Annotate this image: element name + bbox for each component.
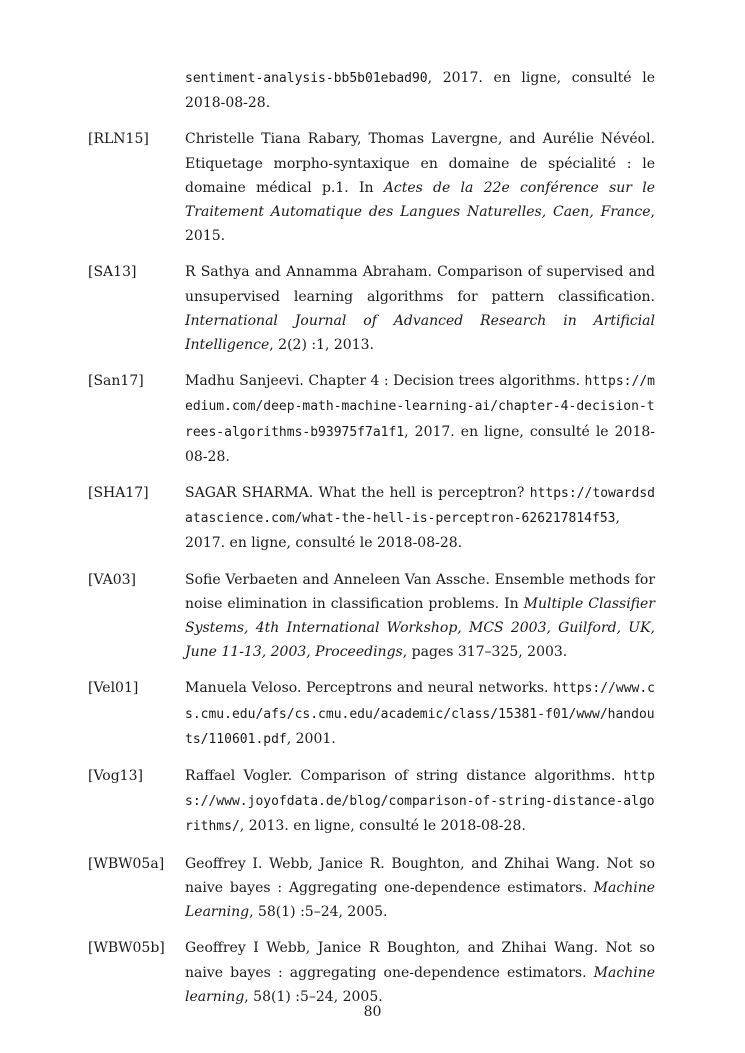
bib-key: [San17] (88, 373, 144, 390)
bib-entry (88, 369, 655, 469)
bib-authors: R Sathya and Annamma Abraham. (185, 264, 432, 281)
bib-text: Geoffrey I. Webb, Janice R. Boughton, and Zhihai Wang. Not so naive bayes : Aggregating one-dependence estimators. Machine Learning, 58(1) :5–24, 2005. (185, 855, 655, 921)
bib-key: [SHA17] (88, 485, 149, 502)
bib-url[interactable]: https://towardsdatascience.com/what-the-hell-is-perceptron-626217814f53 (185, 486, 655, 527)
bib-text: SAGAR SHARMA. What the hell is perceptron? https://towardsdatascience.com/what-the-hell-is-perceptron-626217814f53, 2017. en ligne, consulté le 2018-08-28. (185, 485, 655, 552)
bib-key: [WBW05a] (88, 855, 165, 872)
bib-authors: Christelle Tiana Rabary, Thomas Lavergne, and Aurélie Névéol. (185, 131, 655, 148)
bib-authors: SAGAR SHARMA. (185, 485, 314, 502)
bib-entry (88, 936, 655, 1009)
bib-authors: Madhu Sanjeevi. (185, 373, 304, 390)
bib-key: [Vog13] (88, 768, 143, 785)
bib-venue: Actes de la 22e conférence sur le Traitement Automatique des Langues Naturelles, Caen, France (185, 179, 655, 221)
bib-entry (88, 568, 655, 665)
bib-key: [WBW05b] (88, 940, 165, 957)
bibliography (88, 66, 655, 1021)
bib-key: [VA03] (88, 571, 137, 588)
bib-authors: Geoffrey I. Webb, Janice R. Boughton, and Zhihai Wang. (185, 855, 600, 872)
bib-text: Geoffrey I Webb, Janice R Boughton, and Zhihai Wang. Not so naive bayes : aggregating one-dependence estimators. Machine learning, 58(1) :5–24, 2005. (185, 940, 655, 1005)
bib-title: Chapter 4 : Decision trees algorithms. (303, 373, 585, 390)
bib-authors: Manuela Veloso. (185, 680, 302, 697)
bib-venue: Machine Learning (185, 879, 655, 921)
bib-key: [Vel01] (88, 680, 139, 697)
bib-title: Comparison of string distance algorithms. (292, 768, 624, 785)
bib-url[interactable]: https://medium.com/deep-math-machine-learning-ai/chapter-4-decision-trees-algorithms-b93975f7a1f1 (185, 374, 655, 440)
page-number: 80 (363, 1004, 382, 1020)
bib-text: sentiment-analysis-bb5b01ebad90, 2017. en ligne, consulté le 2018-08-28. (185, 70, 655, 112)
bib-url[interactable]: https://www.cs.cmu.edu/afs/cs.cmu.edu/academic/class/15381-f01/www/handouts/110601.pdf (185, 681, 655, 747)
bib-text: Madhu Sanjeevi. Chapter 4 : Decision trees algorithms. https://medium.com/deep-math-machine-learning-ai/chapter-4-decision-trees-algorithms-b93975f7a1f1, 2017. en ligne, consulté le 2018-08-28. (185, 373, 655, 465)
bib-entry (88, 260, 655, 357)
bib-title: Comparison of supervised and unsupervised learning algorithms for pattern classification. (185, 264, 655, 305)
bib-venue: Machine learning (185, 964, 655, 1005)
bib-authors: Sofie Verbaeten and Anneleen Van Assche. (185, 571, 490, 588)
bib-key: [RLN15] (88, 131, 149, 148)
bib-entry (88, 676, 655, 752)
bib-entry (88, 481, 655, 556)
bib-authors: Geoffrey I Webb, Janice R Boughton, and Zhihai Wang. (185, 940, 599, 957)
bib-title: Not so naive bayes : Aggregating one-dependence estimators. (185, 855, 655, 896)
bib-entry (88, 127, 655, 248)
bib-text: Raffael Vogler. Comparison of string distance algorithms. https://www.joyofdata.de/blog/comparison-of-string-distance-algorithms/, 2013. en ligne, consulté le 2018-08-28. (185, 768, 655, 835)
bib-authors: Raffael Vogler. (185, 768, 293, 785)
bib-entry (88, 764, 655, 840)
bib-title: What the hell is perceptron? (313, 485, 530, 502)
bib-text: Sofie Verbaeten and Anneleen Van Assche. Ensemble methods for noise elimination in classification problems. In Multiple Classifier Systems, 4th International Workshop, MCS 2003, Guilford, UK, June 11-13, 2003, Proceedings, pages 317–325, 2003. (185, 571, 656, 661)
bib-venue: Multiple Classifier Systems, 4th International Workshop, MCS 2003, Guilford, UK, June 11-13, 2003, Proceedings (185, 595, 655, 661)
bib-key: [SA13] (88, 264, 137, 281)
bib-title: Perceptrons and neural networks. (301, 680, 554, 697)
bib-url[interactable]: https://www.joyofdata.de/blog/comparison-of-string-distance-algorithms/ (185, 769, 655, 835)
bib-entry (88, 852, 655, 925)
bib-text: R Sathya and Annamma Abraham. Comparison of supervised and unsupervised learning algorithms for pattern classification. International Journal of Advanced Research in Artificial Intelligence, 2(2) :1, 2013. (185, 264, 655, 354)
bib-venue: International Journal of Advanced Research in Artificial Intelligence (185, 312, 655, 354)
bib-key (88, 66, 185, 115)
bib-text: Christelle Tiana Rabary, Thomas Lavergne, and Aurélie Névéol. Etiquetage morpho-syntaxique en domaine de spécialité : le domaine médical p.1. In Actes de la 22e conférence sur le Traitement Automatique des Langues Naturelles, Caen, France, 2015. (185, 131, 655, 245)
bib-title: Ensemble methods for noise elimination in classification problems. In (185, 571, 656, 612)
bib-title: Not so naive bayes : aggregating one-dependence estimators. (185, 940, 655, 981)
bib-text: Manuela Veloso. Perceptrons and neural networks. https://www.cs.cmu.edu/afs/cs.cmu.edu/academic/class/15381-f01/www/handouts/110601.pdf, 2001. (185, 680, 655, 747)
bib-title: Etiquetage morpho-syntaxique en domaine de spécialité : le domaine médical p.1. In (185, 155, 655, 196)
bib-entry-continued (88, 66, 655, 115)
bib-url[interactable]: sentiment-analysis-bb5b01ebad90 (185, 71, 428, 86)
